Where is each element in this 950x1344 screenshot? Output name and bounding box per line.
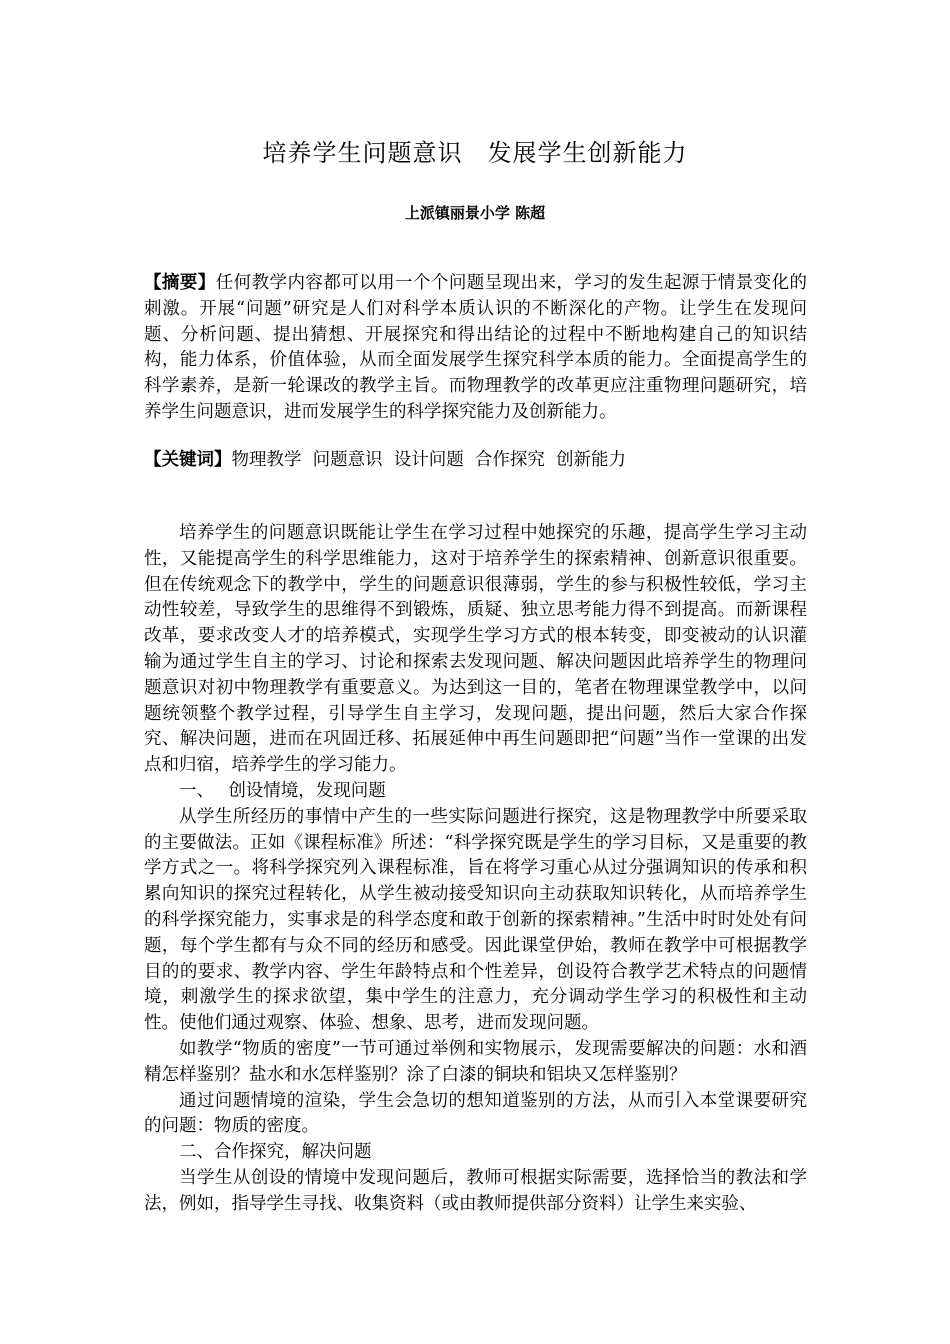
keywords-label: 【关键词】 [144, 450, 232, 470]
abstract-section [144, 271, 807, 426]
section-heading: 二、合作探究，解决问题 [179, 1142, 372, 1163]
body-text [144, 521, 807, 1218]
author-line: 上派镇丽景小学 陈超 [404, 204, 546, 222]
section-heading: 一、 创设情境，发现问题 [179, 780, 386, 801]
paragraph: 通过问题情境的渲染，学生会急切的想知道鉴别的方法，从而引入本堂课要研究的问题：物质的密度。 [144, 1090, 807, 1137]
paragraph: 从学生所经历的事情中产生的一些实际问题进行探究，这是物理教学中所要采取的主要做法。正如《课程标准》所述：“科学探究既是学生的学习目标，又是重要的教学方式之一。将科学探究列入课程标准，旨在将学习重心从过分强调知识的传承和积累向知识的探究过程转化，从学生被动接受知识向主动获取知识转化，从而培养学生的科学探究能力，实事求是的科学态度和敢于创新的探索精神。”生活中时时处处有问题，每个学生都有与众不同的经历和感受。因此课堂伊始，教师在教学中可根据教学目的的要求、教学内容、学生年龄特点和个性差异，创设符合教学艺术特点的问题情境，刺激学生的探求欲望，集中学生的注意力，充分调动学生学习的积极性和主动性。使他们通过观察、体验、想象、思考，进而发现问题。 [144, 806, 807, 1034]
paragraph: 培养学生的问题意识既能让学生在学习过程中她探究的乐趣，提高学生学习主动性，又能提高学生的科学思维能力，这对于培养学生的探索精神、创新意识很重要。但在传统观念下的教学中，学生的问题意识很薄弱，学生的参与积极性较低，学习主动性较差，导致学生的思维得不到锻炼，质疑、独立思考能力得不到提高。而新课程改革，要求改变人才的培养模式，实现学生学习方式的根本转变，即变被动的认识灌输为通过学生自主的学习、讨论和探索去发现问题、解决问题因此培养学生的物理问题意识对初中物理教学有重要意义。为达到这一目的，笔者在物理课堂教学中，以问题统领整个教学过程，引导学生自主学习，发现问题，提出问题，然后大家合作探究、解决问题，进而在巩固迁移、拓展延伸中再生问题即把“问题”当作一堂课的出发点和归宿，培养学生的学习能力。 [144, 523, 807, 776]
abstract-text: 任何教学内容都可以用一个个问题呈现出来，学习的发生起源于情景变化的刺激。开展“问题”研究是人们对科学本质认识的不断深化的产物。让学生在发现问题、分析问题、提出猜想、开展探究和得出结论的过程中不断地构建自己的知识结构，能力体系，价值体验，从而全面发展学生探究科学本质的能力。全面提高学生的科学素养，是新一轮课改的教学主旨。而物理教学的改革更应注重物理问题研究，培养学生问题意识，进而发展学生的科学探究能力及创新能力。 [144, 273, 808, 422]
keywords-text: 物理教学 问题意识 设计问题 合作探究 创新能力 [231, 450, 627, 470]
keywords-section [144, 448, 807, 474]
document-title: 培养学生问题意识 发展学生创新能力 [262, 139, 688, 167]
abstract-label: 【摘要】 [144, 273, 216, 293]
paragraph: 如教学“物质的密度”一节可通过举例和实物展示，发现需要解决的问题：水和酒精怎样鉴别？盐水和水怎样鉴别？涂了白漆的铜块和铝块又怎样鉴别？ [144, 1038, 807, 1085]
paragraph: 当学生从创设的情境中发现问题后，教师可根据实际需要，选择恰当的教法和学法，例如，指导学生寻找、收集资料（或由教师提供部分资料）让学生来实验、 [144, 1167, 807, 1214]
